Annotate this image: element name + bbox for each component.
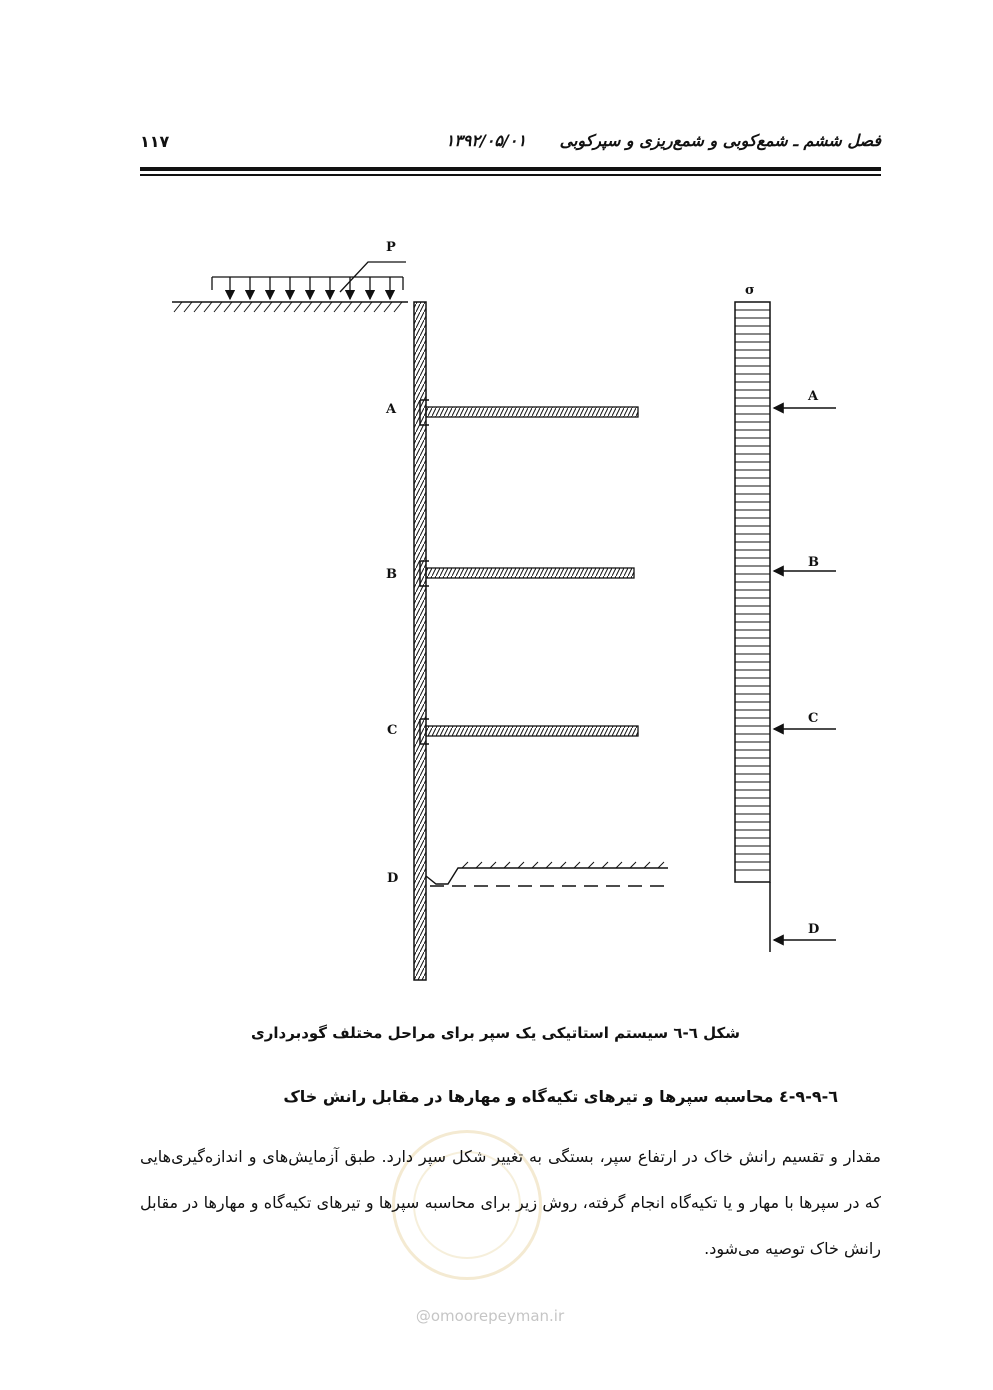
excavation-level-d [426, 862, 668, 886]
diagram-label-c: C [808, 711, 819, 726]
diagram-label-a: A [808, 389, 819, 404]
strut-c [420, 719, 638, 744]
diagram-label-sigma: σ [745, 283, 755, 298]
page-number: ۱۱۷ [140, 132, 170, 151]
sheet-label-d: D [387, 871, 399, 886]
watermark-text: @omoorepeyman.ir [415, 1307, 565, 1325]
figure-caption: شکل ٦-٦ سیستم استاتیکی یک سپر برای مراحل مختلف گودبرداری [251, 1024, 740, 1042]
load-label-p: P [386, 240, 396, 255]
sheet-label-a: A [386, 402, 397, 417]
reaction-arrows [774, 408, 836, 940]
body-paragraph: مقدار و تقسیم رانش خاک در ارتفاع سپر، بستگی به تغییر شکل سپر دارد. طبق آزمایش‌های و اندازه‌گیری‌هایی که در سپرها با مهار و یا تکیه‌گاه انجام گرفته، روش زیر برای محاسبه سپرها و تیرهای تکیه‌گاه و مهارها در مقابل رانش خاک توصیه می‌شود. [140, 1147, 881, 1258]
surcharge-load [212, 262, 406, 299]
sheet-label-c: C [387, 723, 398, 738]
chapter-title: فصل ششم ـ شمع‌کوبی و شمع‌ریزی و سپرکوبی [559, 131, 881, 150]
strut-a [420, 400, 638, 425]
pressure-diagram [735, 302, 770, 952]
header-date: ۱۳۹۲/۰۵/۰۱ [445, 131, 527, 150]
sheet-label-b: B [386, 567, 397, 582]
section-heading: ٦-٩-٩-٤ محاسبه سپرها و تیرهای تکیه‌گاه و مهارها در مقابل رانش خاک [283, 1087, 838, 1106]
strut-b [420, 561, 634, 586]
diagram-label-b: B [808, 555, 819, 570]
diagram-label-d: D [808, 922, 820, 937]
ground-surface [172, 302, 408, 312]
